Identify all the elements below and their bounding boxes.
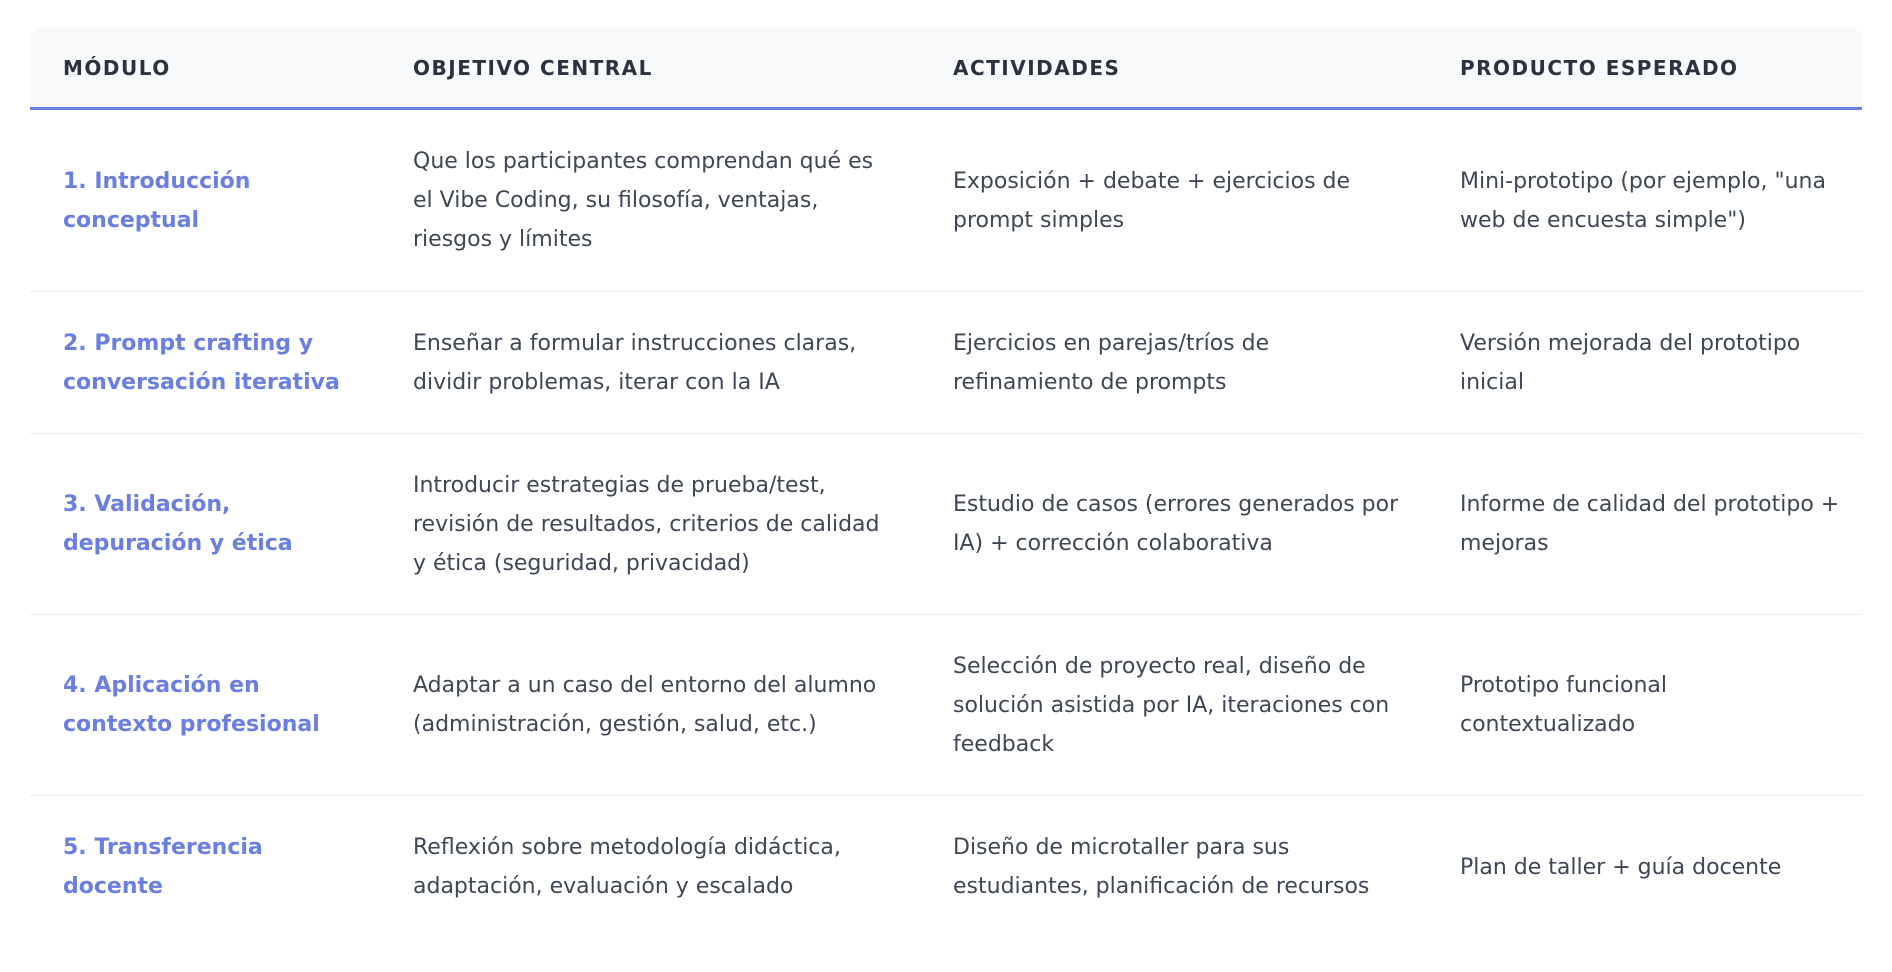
table-header bbox=[30, 28, 1862, 109]
module-cell: 4. Aplicación en contexto profesional bbox=[30, 615, 380, 796]
product-cell: Plan de taller + guía docente bbox=[1460, 854, 1782, 880]
header-module: MÓDULO bbox=[30, 28, 380, 109]
objective-cell: Que los participantes comprendan qué es el Vibe Coding, su filosofía, ventajas, riesgos y límites bbox=[380, 109, 920, 292]
activities-cell: Exposición + debate + ejercicios de prompt simples bbox=[920, 109, 1427, 292]
table-body bbox=[30, 109, 1862, 939]
header-objective: OBJETIVO CENTRAL bbox=[380, 28, 920, 109]
module-cell: 1. Introducción conceptual bbox=[30, 109, 380, 292]
objective-cell: Enseñar a formular instrucciones claras, dividir problemas, iterar con la IA bbox=[380, 292, 920, 434]
header-row bbox=[30, 28, 1862, 109]
table-row bbox=[30, 292, 1862, 434]
module-cell: 2. Prompt crafting y conversación iterativa bbox=[30, 292, 380, 434]
product-cell: Prototipo funcional contextualizado bbox=[1427, 615, 1862, 796]
objective-cell: Introducir estrategias de prueba/test, revisión de resultados, criterios de calidad y ética (seguridad, privacidad) bbox=[380, 434, 920, 615]
header-activities: ACTIVIDADES bbox=[920, 28, 1427, 109]
header-product: PRODUCTO ESPERADO bbox=[1427, 28, 1862, 109]
course-modules-table bbox=[30, 28, 1862, 938]
course-modules-table-container bbox=[30, 28, 1862, 938]
objective-cell: Reflexión sobre metodología didáctica, adaptación, evaluación y escalado bbox=[413, 835, 841, 899]
table-row bbox=[30, 109, 1862, 292]
module-cell: 3. Validación, depuración y ética bbox=[30, 434, 380, 615]
objective-cell: Adaptar a un caso del entorno del alumno (administración, gestión, salud, etc.) bbox=[380, 615, 920, 796]
activities-cell: Diseño de microtaller para sus estudiantes, planificación de recursos bbox=[953, 835, 1370, 899]
module-cell: 5. Transferencia docente bbox=[63, 835, 263, 899]
activities-cell: Ejercicios en parejas/tríos de refinamiento de prompts bbox=[920, 292, 1427, 434]
product-cell: Versión mejorada del prototipo inicial bbox=[1427, 292, 1862, 434]
activities-cell: Estudio de casos (errores generados por IA) + corrección colaborativa bbox=[920, 434, 1427, 615]
activities-cell: Selección de proyecto real, diseño de solución asistida por IA, iteraciones con feedback bbox=[920, 615, 1427, 796]
product-cell: Informe de calidad del prototipo + mejoras bbox=[1427, 434, 1862, 615]
product-cell: Mini-prototipo (por ejemplo, "una web de encuesta simple") bbox=[1427, 109, 1862, 292]
table-row bbox=[30, 434, 1862, 615]
table-row bbox=[30, 796, 1862, 939]
table-row bbox=[30, 615, 1862, 796]
